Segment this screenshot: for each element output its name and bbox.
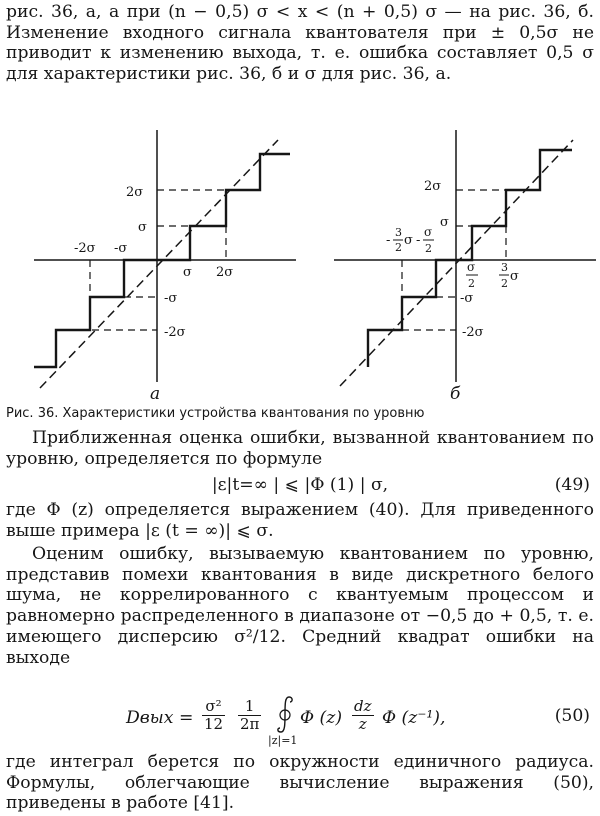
figure-b bbox=[300, 128, 600, 408]
figure-b-label-x-pos32-num: 3 bbox=[501, 261, 508, 274]
figure-b-label-x-neg32-den: 2 bbox=[395, 241, 402, 254]
figure-b-label-y-neg2: -2σ bbox=[462, 325, 484, 340]
equation-50-body1: Φ (z) bbox=[300, 708, 343, 728]
figure-a-label-x-neg2: -2σ bbox=[74, 241, 96, 256]
figure-a-label-y-neg2: -2σ bbox=[164, 325, 186, 340]
figure-a bbox=[0, 128, 300, 408]
paragraph-integral-note: где интеграл берется по окружности единичного радиуса. Формулы, облегчающие вычисление выражения (50), приведены в работе [41]. bbox=[6, 752, 594, 814]
equation-50-frac3: $\frac{dz}{z}$ bbox=[354, 697, 372, 733]
figure-b-label-x-neg32-minus: - bbox=[386, 233, 391, 248]
figure-b-label-x-neg12-den: 2 bbox=[425, 242, 432, 255]
figure-b-label-x-pos32-sym: σ bbox=[510, 269, 519, 284]
paragraph-quantization-noise: Оценим ошибку, вызываемую квантованием по уровню, представив помехи квантования в виде дискретного белого шума, не коррелированного с квантуемым процессом и равномерно распределенного в диапазоне от −0,5 до + 0,5, т. е. имеющего дисперсию σ²/12. Средний квадрат ошибки на выходе bbox=[6, 544, 594, 668]
figure-a-label-x-neg1: -σ bbox=[114, 241, 128, 256]
figure-b-label-y-pos1: σ bbox=[440, 215, 449, 230]
contour-integral-icon bbox=[274, 694, 296, 736]
figure-b-label-x-pos12-sym: σ bbox=[467, 260, 476, 274]
equation-50-frac1: $\frac{\text{σ²}}{12}$ bbox=[204, 697, 224, 733]
paragraph-phi-definition: где Φ (z) определяется выражением (40). Для приведенного выше примера |ε (t = ∞)| ⩽ σ. bbox=[6, 500, 594, 541]
figure-b-panel-label: б bbox=[450, 384, 461, 404]
figure-b-label-y-neg1: -σ bbox=[460, 291, 474, 306]
paragraph-intro: рис. 36, а, а при (n − 0,5) σ < x < (n + 0,5) σ — на рис. 36, б. Изменение входного сигнала квантователя при ± 0,5σ не приводит к изменению выхода, т. е. ошибка составляет 0,5 σ для характеристики рис. 36, б и σ для рис. 36, а. bbox=[6, 2, 594, 85]
figure-b-label-x-neg12-minus: - bbox=[416, 233, 421, 248]
equation-49-number: (49) bbox=[554, 475, 590, 495]
equation-50-frac2: $\frac{1}{2\pi}$ bbox=[240, 697, 260, 733]
equation-50-formula bbox=[126, 694, 506, 748]
figure-b-label-x-pos32-den: 2 bbox=[501, 277, 508, 290]
figure-b-label-x-neg32-sym: σ bbox=[404, 233, 413, 248]
figure-b-label-x-neg12-sym: σ bbox=[424, 225, 433, 239]
figure-b-label-x-neg32-num: 3 bbox=[395, 226, 402, 239]
figure-a-label-x-pos2: 2σ bbox=[216, 265, 234, 280]
equation-49-formula: |ε|t=∞ | ⩽ |Φ (1) | σ, bbox=[211, 475, 389, 495]
equation-49 bbox=[6, 474, 594, 496]
equation-50 bbox=[6, 688, 594, 748]
figure-a-label-y-neg1: -σ bbox=[164, 291, 178, 306]
figure-b-label-y-pos2: 2σ bbox=[424, 179, 442, 194]
figure-a-label-y-pos1: σ bbox=[138, 220, 147, 235]
figure-b-label-x-pos12-den: 2 bbox=[468, 277, 475, 290]
figure-a-panel-label: а bbox=[150, 384, 161, 404]
equation-50-integral-sub: |z|=1 bbox=[268, 734, 298, 747]
figure-a-diagonal bbox=[40, 140, 278, 388]
figure-caption: Рис. 36. Характеристики устройства квантования по уровню bbox=[6, 406, 425, 421]
figure-a-label-y-pos2: 2σ bbox=[126, 185, 144, 200]
figure-a-label-x-pos1: σ bbox=[183, 265, 192, 280]
equation-50-body2: Φ (z⁻¹), bbox=[382, 708, 446, 728]
paragraph-approx-estimate: Приближенная оценка ошибки, вызванной квантованием по уровню, определяется по формуле bbox=[6, 428, 594, 469]
equation-50-lhs: Dвых = bbox=[126, 708, 194, 728]
equation-50-number: (50) bbox=[554, 706, 590, 726]
